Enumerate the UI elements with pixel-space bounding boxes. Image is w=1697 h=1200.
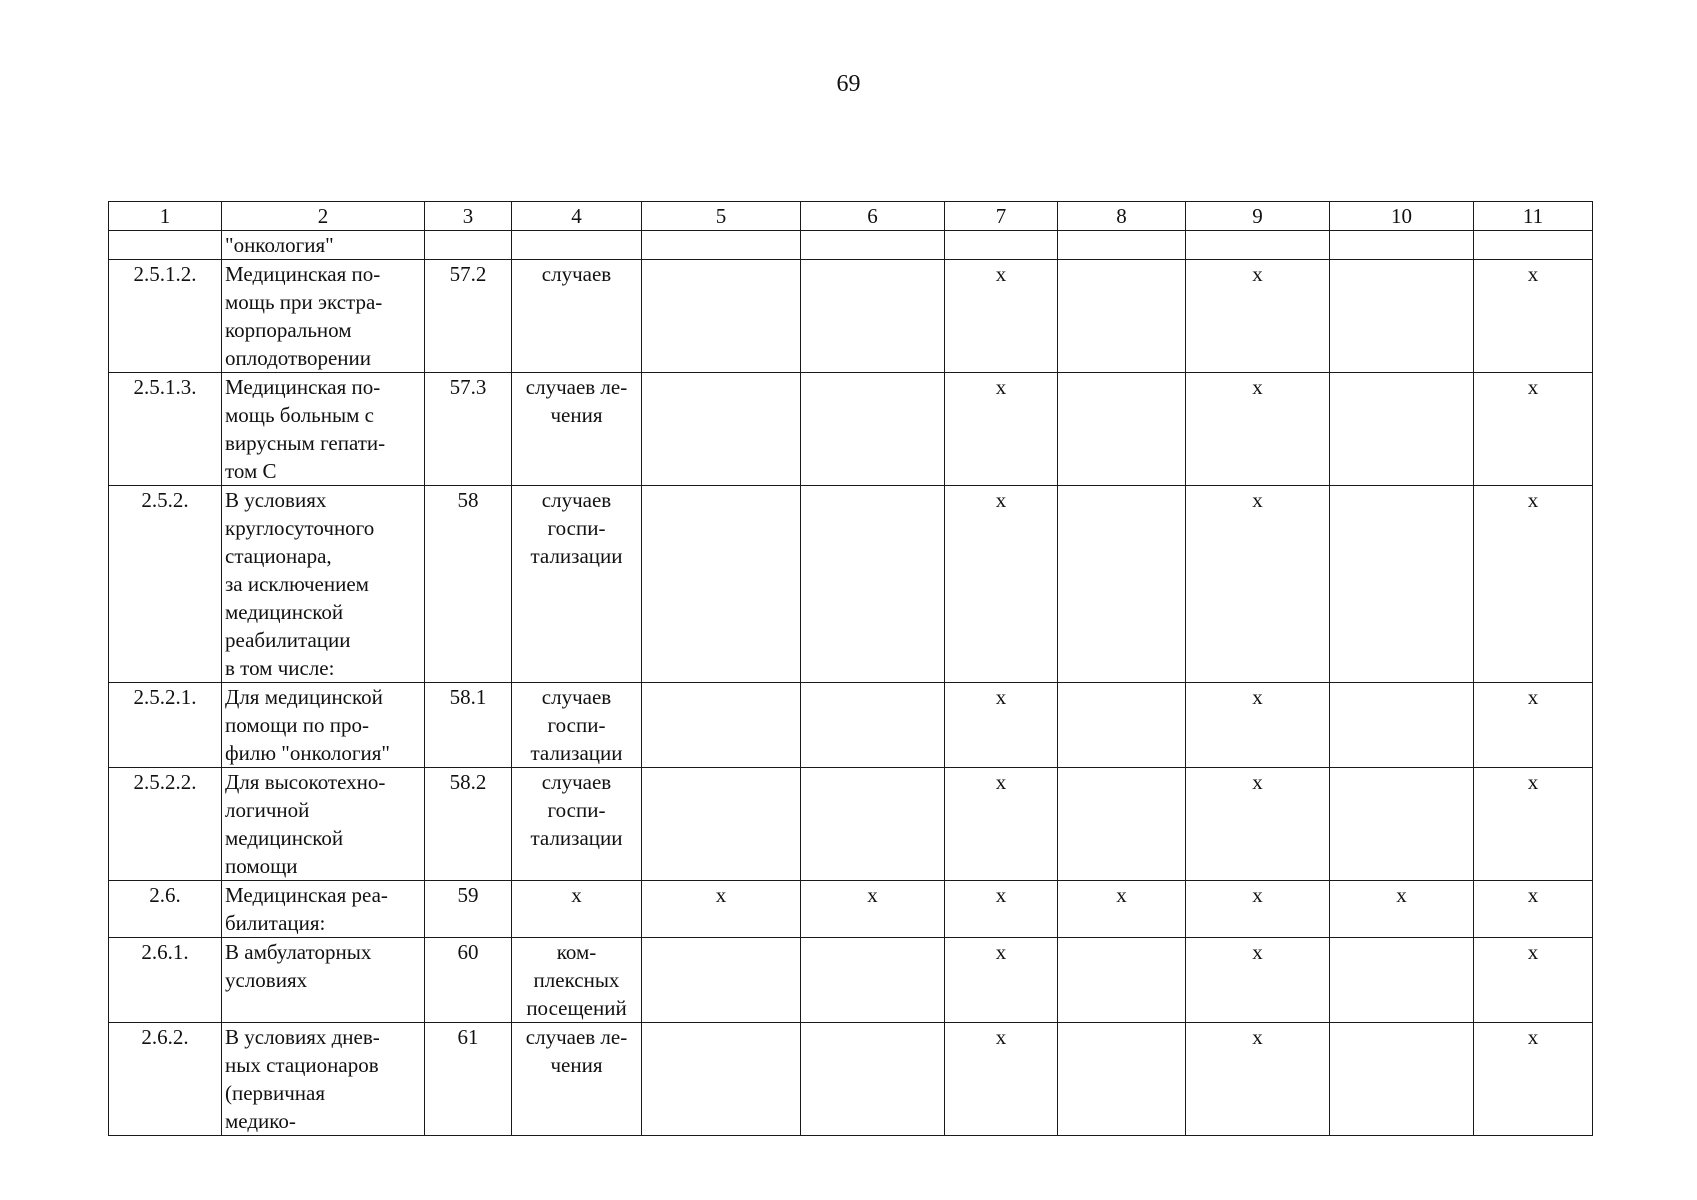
value-cell-8 (1058, 938, 1186, 1023)
value-cell-6 (801, 768, 945, 881)
value-cell-11: x (1474, 486, 1593, 683)
value-cell-6 (801, 1023, 945, 1136)
value-cell-8 (1058, 683, 1186, 768)
row-name-cell: Для медицинской помощи по про- филю "онкология" (222, 683, 425, 768)
row-code-cell: 57.2 (425, 260, 512, 373)
row-number-cell: 2.5.1.2. (109, 260, 222, 373)
row-number-cell: 2.5.1.3. (109, 373, 222, 486)
table-row (109, 683, 1593, 768)
value-cell-10: x (1330, 881, 1474, 938)
value-cell-9: x (1186, 1023, 1330, 1136)
table-row (109, 881, 1593, 938)
value-cell-9: x (1186, 260, 1330, 373)
value-cell-7: x (945, 260, 1058, 373)
row-name-cell: В амбулаторных условиях (222, 938, 425, 1023)
value-cell-5 (642, 768, 801, 881)
value-cell-5 (642, 231, 801, 260)
row-name-cell: "онкология" (222, 231, 425, 260)
column-header: 2 (222, 202, 425, 231)
value-cell-11: x (1474, 768, 1593, 881)
row-code-cell: 61 (425, 1023, 512, 1136)
value-cell-6 (801, 486, 945, 683)
row-code-cell: 58.2 (425, 768, 512, 881)
value-cell-7: x (945, 938, 1058, 1023)
value-cell-11 (1474, 231, 1593, 260)
value-cell-11: x (1474, 373, 1593, 486)
value-cell-9: x (1186, 683, 1330, 768)
value-cell-10 (1330, 683, 1474, 768)
row-code-cell: 58.1 (425, 683, 512, 768)
value-cell-10 (1330, 231, 1474, 260)
value-cell-10 (1330, 373, 1474, 486)
value-cell-7: x (945, 1023, 1058, 1136)
row-number-cell: 2.6.2. (109, 1023, 222, 1136)
column-header: 11 (1474, 202, 1593, 231)
page-number: 69 (836, 71, 861, 97)
column-header: 10 (1330, 202, 1474, 231)
row-unit-cell: случаев ле- чения (512, 373, 642, 486)
row-code-cell (425, 231, 512, 260)
row-name-cell: Медицинская по- мощь при экстра- корпоральном оплодотворении (222, 260, 425, 373)
table-row (109, 938, 1593, 1023)
value-cell-6 (801, 231, 945, 260)
value-cell-7: x (945, 768, 1058, 881)
row-unit-cell: случаев ле- чения (512, 1023, 642, 1136)
value-cell-11: x (1474, 881, 1593, 938)
value-cell-5 (642, 1023, 801, 1136)
value-cell-10 (1330, 938, 1474, 1023)
value-cell-5 (642, 373, 801, 486)
row-code-cell: 59 (425, 881, 512, 938)
value-cell-6 (801, 938, 945, 1023)
row-number-cell: 2.5.2. (109, 486, 222, 683)
value-cell-5 (642, 683, 801, 768)
value-cell-6: x (801, 881, 945, 938)
value-cell-5 (642, 260, 801, 373)
value-cell-8 (1058, 373, 1186, 486)
value-cell-9: x (1186, 768, 1330, 881)
column-header: 5 (642, 202, 801, 231)
row-number-cell: 2.5.2.1. (109, 683, 222, 768)
row-name-cell: Медицинская по- мощь больным с вирусным гепати- том С (222, 373, 425, 486)
value-cell-8 (1058, 231, 1186, 260)
row-unit-cell: случаев (512, 260, 642, 373)
column-header: 6 (801, 202, 945, 231)
table-row (109, 373, 1593, 486)
value-cell-7: x (945, 683, 1058, 768)
value-cell-9 (1186, 231, 1330, 260)
table-row (109, 1023, 1593, 1136)
row-code-cell: 57.3 (425, 373, 512, 486)
value-cell-11: x (1474, 260, 1593, 373)
row-name-cell: В условиях круглосуточного стационара, за исключением медицинской реабилитации в том числе: (222, 486, 425, 683)
row-unit-cell: x (512, 881, 642, 938)
value-cell-5 (642, 938, 801, 1023)
row-name-cell: Для высокотехно- логичной медицинской помощи (222, 768, 425, 881)
row-number-cell: 2.5.2.2. (109, 768, 222, 881)
value-cell-8 (1058, 768, 1186, 881)
column-header: 9 (1186, 202, 1330, 231)
row-unit-cell: случаев госпи- тализации (512, 486, 642, 683)
value-cell-9: x (1186, 881, 1330, 938)
row-code-cell: 58 (425, 486, 512, 683)
row-unit-cell (512, 231, 642, 260)
value-cell-8: x (1058, 881, 1186, 938)
value-cell-7: x (945, 373, 1058, 486)
value-cell-6 (801, 683, 945, 768)
column-header: 1 (109, 202, 222, 231)
value-cell-5: x (642, 881, 801, 938)
data-table (108, 201, 1593, 1136)
value-cell-10 (1330, 768, 1474, 881)
value-cell-9: x (1186, 938, 1330, 1023)
value-cell-8 (1058, 1023, 1186, 1136)
row-name-cell: В условиях днев- ных стационаров (первичная медико- (222, 1023, 425, 1136)
value-cell-9: x (1186, 373, 1330, 486)
table-row (109, 231, 1593, 260)
value-cell-10 (1330, 260, 1474, 373)
row-name-cell: Медицинская реа- билитация: (222, 881, 425, 938)
value-cell-7: x (945, 486, 1058, 683)
table-body (109, 202, 1593, 1136)
value-cell-11: x (1474, 938, 1593, 1023)
value-cell-9: x (1186, 486, 1330, 683)
row-unit-cell: ком- плексных посещений (512, 938, 642, 1023)
row-unit-cell: случаев госпи- тализации (512, 683, 642, 768)
value-cell-8 (1058, 260, 1186, 373)
column-header: 7 (945, 202, 1058, 231)
column-header: 3 (425, 202, 512, 231)
value-cell-7 (945, 231, 1058, 260)
value-cell-5 (642, 486, 801, 683)
value-cell-10 (1330, 486, 1474, 683)
row-number-cell: 2.6.1. (109, 938, 222, 1023)
table-row (109, 768, 1593, 881)
value-cell-11: x (1474, 1023, 1593, 1136)
row-unit-cell: случаев госпи- тализации (512, 768, 642, 881)
value-cell-8 (1058, 486, 1186, 683)
row-number-cell: 2.6. (109, 881, 222, 938)
value-cell-6 (801, 260, 945, 373)
column-header: 8 (1058, 202, 1186, 231)
value-cell-6 (801, 373, 945, 486)
table-row (109, 486, 1593, 683)
row-code-cell: 60 (425, 938, 512, 1023)
row-number-cell (109, 231, 222, 260)
value-cell-10 (1330, 1023, 1474, 1136)
column-number-row (109, 202, 1593, 231)
value-cell-7: x (945, 881, 1058, 938)
table-row (109, 260, 1593, 373)
value-cell-11: x (1474, 683, 1593, 768)
column-header: 4 (512, 202, 642, 231)
